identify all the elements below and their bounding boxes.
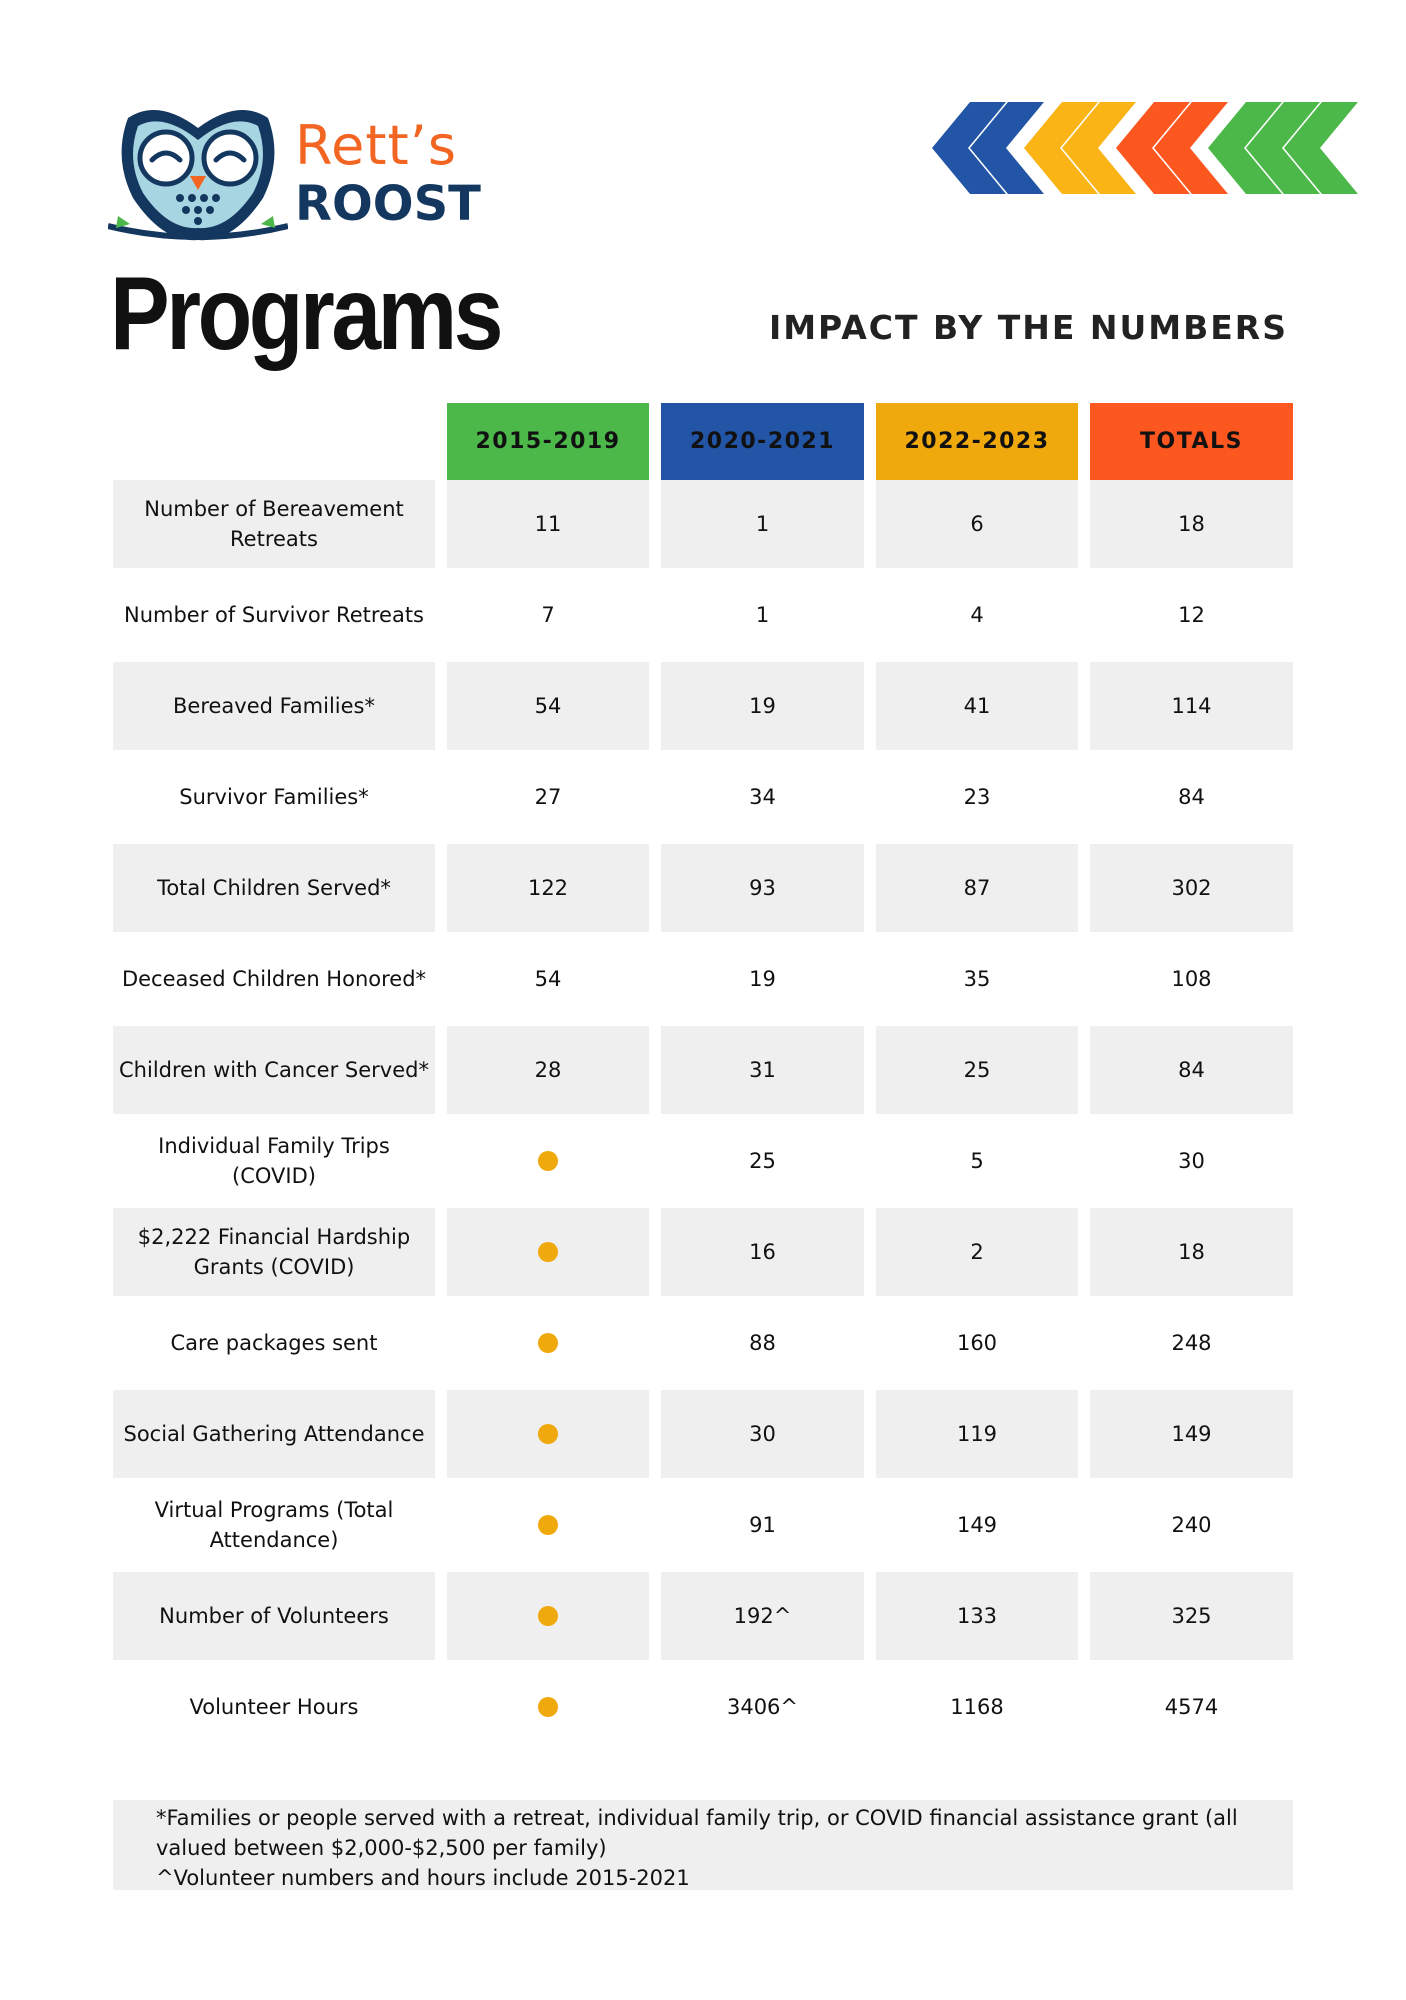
not-applicable-marker <box>447 1299 649 1387</box>
not-applicable-marker <box>447 1208 649 1296</box>
table-cell: 108 <box>1171 966 1212 991</box>
row-label: Deceased Children Honored* <box>121 966 427 991</box>
chevrons-decoration <box>932 102 1394 194</box>
table-cell: 35 <box>963 966 991 991</box>
logo-text-retts: Rett’s <box>295 114 457 177</box>
table-cell: 11 <box>447 480 649 568</box>
table-cell: 325 <box>1090 1572 1293 1660</box>
dot-icon <box>538 1151 558 1171</box>
column-header-2015-2019: 2015-2019 <box>447 403 649 480</box>
table-cell: 91 <box>749 1512 776 1537</box>
owl-icon <box>108 98 288 248</box>
column-header-2020-2021: 2020-2021 <box>661 403 864 480</box>
logo-text-roost: ROOST <box>295 176 481 232</box>
table-cell: 87 <box>876 844 1078 932</box>
table-cell: 240 <box>1171 1512 1212 1537</box>
not-applicable-marker <box>447 1663 649 1751</box>
row-label: Individual Family Trips (COVID) <box>158 1133 390 1188</box>
not-applicable-marker <box>447 1390 649 1478</box>
row-label: Survivor Families* <box>179 784 369 809</box>
table-cell: 31 <box>661 1026 864 1114</box>
table-cell: 149 <box>1090 1390 1293 1478</box>
table-cell: 1 <box>755 602 770 627</box>
page-title: Programs <box>110 256 501 372</box>
table-cell: 3406^ <box>726 1694 799 1719</box>
row-label: Virtual Programs (Total Attendance) <box>154 1497 394 1552</box>
row-label: Care packages sent <box>170 1330 378 1355</box>
column-header-2022-2023: 2022-2023 <box>876 403 1078 480</box>
table-cell: 192^ <box>661 1572 864 1660</box>
table-cell: 1 <box>661 480 864 568</box>
table-cell: 41 <box>876 662 1078 750</box>
table-cell: 23 <box>963 784 991 809</box>
dot-icon <box>538 1606 558 1626</box>
table-cell: 160 <box>956 1330 998 1355</box>
table-cell: 27 <box>534 784 562 809</box>
table-cell: 16 <box>661 1208 864 1296</box>
not-applicable-marker <box>447 1481 649 1569</box>
table-cell: 2 <box>876 1208 1078 1296</box>
table-cell: 84 <box>1178 784 1205 809</box>
table-cell: 5 <box>970 1148 984 1173</box>
table-cell: 1168 <box>950 1694 1004 1719</box>
table-cell: 133 <box>876 1572 1078 1660</box>
column-header-totals: TOTALS <box>1090 403 1293 480</box>
table-cell: 7 <box>541 602 555 627</box>
table-cell: 88 <box>749 1330 776 1355</box>
table-cell: 25 <box>749 1148 776 1173</box>
footnote-volunteers: ^Volunteer numbers and hours include 2015-2021 <box>156 1866 690 1890</box>
dot-icon <box>538 1333 558 1353</box>
table-cell: 30 <box>661 1390 864 1478</box>
table-cell: 28 <box>447 1026 649 1114</box>
footnote-families: *Families or people served with a retreat, individual family trip, or COVID financial assistance grant (all valued between $2,000-$2,500 per family) <box>156 1806 1238 1860</box>
table-cell: 4 <box>970 602 984 627</box>
not-applicable-marker <box>447 1117 649 1205</box>
row-label: $2,222 Financial Hardship Grants (COVID) <box>113 1208 435 1296</box>
row-label: Number of Volunteers <box>113 1572 435 1660</box>
table-cell: 122 <box>447 844 649 932</box>
row-label: Social Gathering Attendance <box>113 1390 435 1478</box>
row-label: Number of Survivor Retreats <box>123 602 424 627</box>
table-cell: 149 <box>956 1512 998 1537</box>
logo <box>108 98 488 248</box>
table-cell: 302 <box>1090 844 1293 932</box>
table-cell: 84 <box>1090 1026 1293 1114</box>
table-cell: 54 <box>447 662 649 750</box>
table-cell: 30 <box>1178 1148 1205 1173</box>
table-cell: 248 <box>1171 1330 1212 1355</box>
table-cell: 19 <box>749 966 776 991</box>
not-applicable-marker <box>447 1572 649 1660</box>
dot-icon <box>538 1697 558 1717</box>
page-subtitle: IMPACT BY THE NUMBERS <box>768 308 1288 347</box>
table-cell: 6 <box>876 480 1078 568</box>
table-cell: 114 <box>1090 662 1293 750</box>
table-cell: 19 <box>661 662 864 750</box>
dot-icon <box>538 1515 558 1535</box>
table-cell: 4574 <box>1164 1694 1219 1719</box>
footnote-box <box>113 1800 1293 1890</box>
row-label: Volunteer Hours <box>189 1694 359 1719</box>
row-label: Children with Cancer Served* <box>113 1026 435 1114</box>
table-cell: 34 <box>749 784 776 809</box>
table-cell: 119 <box>876 1390 1078 1478</box>
table-cell: 25 <box>876 1026 1078 1114</box>
row-label: Number of Bereavement Retreats <box>113 480 435 568</box>
table-cell: 18 <box>1090 1208 1293 1296</box>
table-cell: 18 <box>1090 480 1293 568</box>
table-cell: 12 <box>1178 602 1205 627</box>
dot-icon <box>538 1242 558 1262</box>
row-label: Total Children Served* <box>113 844 435 932</box>
table-cell: 93 <box>661 844 864 932</box>
table-cell: 54 <box>534 966 562 991</box>
dot-icon <box>538 1424 558 1444</box>
row-label: Bereaved Families* <box>113 662 435 750</box>
